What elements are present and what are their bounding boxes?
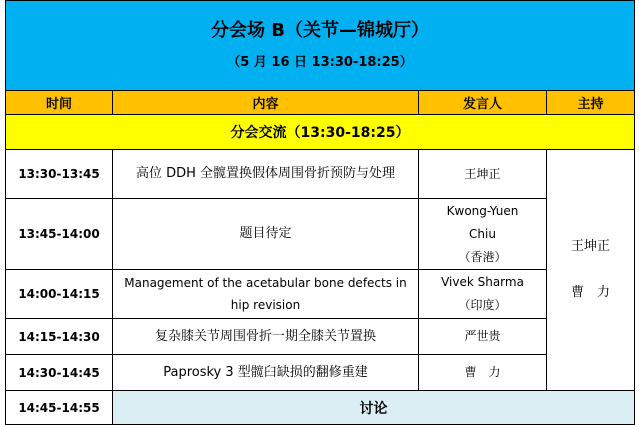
table-row (6, 199, 635, 270)
host-name: 王坤正 (570, 239, 610, 254)
header-content: 内容 (113, 91, 419, 115)
table-row (6, 319, 635, 355)
row-speaker (419, 355, 547, 391)
speaker-name: 曹 力 (464, 365, 501, 379)
speaker-name: 严世贵 (464, 329, 501, 343)
discussion-row (6, 391, 635, 425)
header-time: 时间 (6, 91, 113, 115)
row-topic: 高位 DDH 全髋置换假体周围骨折预防与处理 (113, 150, 419, 199)
row-time: 14:30-14:45 (6, 355, 113, 391)
speaker-affiliation: （印度） (458, 298, 507, 312)
row-time: 13:30-13:45 (6, 150, 113, 199)
row-time: 14:15-14:30 (6, 319, 113, 355)
header-host: 主持 (547, 91, 635, 115)
row-time: 14:45-14:55 (6, 391, 113, 425)
row-topic: 复杂膝关节周围骨折一期全膝关节置换 (113, 319, 419, 355)
page-title: 分会场 B（关节—锦城厅） (211, 20, 429, 41)
host-cell (547, 150, 635, 391)
table-row (6, 355, 635, 391)
session-banner: 分会交流（13:30-18:25） (6, 115, 635, 150)
schedule-table (5, 0, 635, 425)
header-speaker: 发言人 (419, 91, 547, 115)
speaker-affiliation: （香港） (458, 249, 507, 264)
row-time: 13:45-14:00 (6, 199, 113, 270)
row-speaker (419, 270, 547, 319)
speaker-name: Kwong-Yuen (446, 203, 519, 218)
speaker-name: Chiu (469, 226, 496, 241)
speaker-name: Vivek Sharma (441, 275, 524, 289)
page-subtitle: （5 月 16 日 13:30-18:25） (227, 55, 413, 70)
speaker-name: 王坤正 (464, 166, 501, 181)
row-speaker (419, 150, 547, 199)
title-cell (6, 1, 635, 91)
row-topic: Paprosky 3 型髋臼缺损的翻修重建 (113, 355, 419, 391)
row-speaker (419, 199, 547, 270)
row-time: 14:00-14:15 (6, 270, 113, 319)
table-row (6, 150, 635, 199)
host-name: 曹 力 (570, 285, 610, 300)
row-speaker (419, 319, 547, 355)
discussion-label: 讨论 (113, 391, 635, 425)
row-topic: 题目待定 (113, 199, 419, 270)
row-topic: Management of the acetabular bone defects in hip revision (113, 270, 419, 319)
table-row (6, 270, 635, 319)
